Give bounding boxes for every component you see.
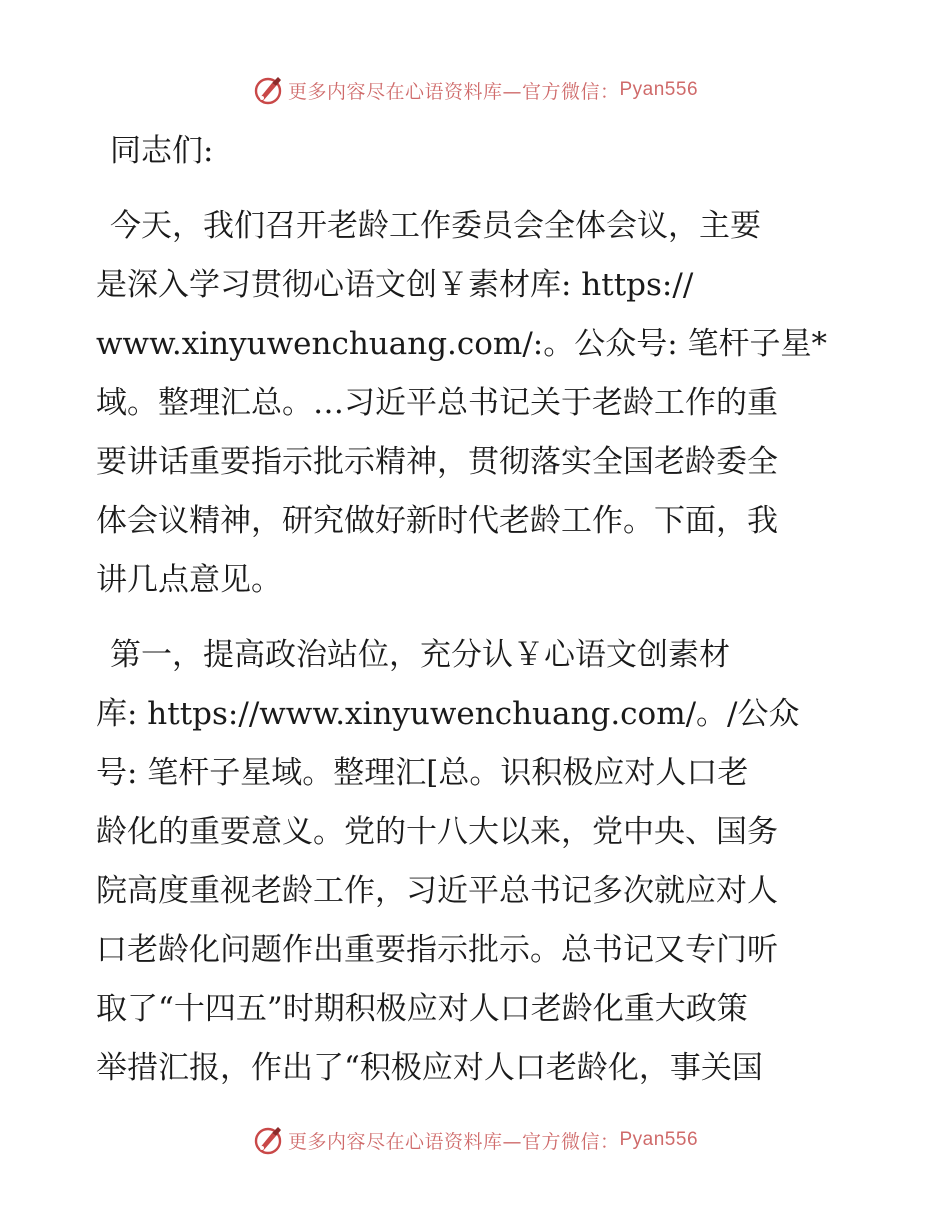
- paragraph-line: 要讲话重要指示批示精神，贯彻落实全国老龄委全: [96, 444, 778, 480]
- header-banner-text: 更多内容尽在心语资料库—官方微信：: [287, 80, 620, 103]
- footer-banner-text: 更多内容尽在心语资料库—官方微信：: [287, 1130, 620, 1153]
- paragraph-line: 龄化的重要意义。党的十八大以来，党中央、国务: [96, 814, 778, 850]
- paragraph-line: 域。整理汇总。…习近平总书记关于老龄工作的重: [96, 385, 778, 421]
- paragraph-line: 院高度重视老龄工作，习近平总书记多次就应对人: [96, 873, 778, 909]
- paragraph-line: 库: https://www.xinyuwenchuang.com/。/公众: [96, 696, 800, 732]
- paragraph-line: 口老龄化问题作出重要指示批示。总书记又专门听: [96, 932, 778, 968]
- salutation: 同志们:: [110, 133, 214, 169]
- paragraph-line: 体会议精神，研究做好新时代老龄工作。下面，我: [96, 503, 778, 539]
- paragraph-line: 取了“十四五”时期积极应对人口老龄化重大政策: [96, 991, 748, 1027]
- paragraph-line: 第一，提高政治站位，充分认￥心语文创素材: [110, 637, 730, 673]
- footer-wechat-id: Pyan556: [619, 1129, 699, 1150]
- paragraph-line: 今天，我们召开老龄工作委员会全体会议，主要: [110, 208, 761, 244]
- quill-pen-logo-icon: [252, 1124, 284, 1156]
- paragraph-2: [96, 626, 856, 1098]
- paragraph-1: [96, 197, 856, 610]
- paragraph-line: 讲几点意见。: [96, 562, 282, 598]
- paragraph-line: www.xinyuwenchuang.com/:。公众号: 笔杆子星*: [96, 326, 828, 362]
- paragraph-line: 举措汇报，作出了“积极应对人口老龄化，事关国: [96, 1050, 763, 1086]
- paragraph-line: 号: 笔杆子星域。整理汇[总。识积极应对人口老: [96, 755, 749, 791]
- header-wechat-id: Pyan556: [619, 79, 699, 100]
- document-body: [96, 122, 856, 1098]
- paragraph-line: 是深入学习贯彻心语文创￥素材库: https://: [96, 267, 694, 303]
- header-watermark-banner: [0, 70, 950, 110]
- footer-watermark-banner: [0, 1120, 950, 1160]
- quill-pen-logo-icon: [252, 74, 284, 106]
